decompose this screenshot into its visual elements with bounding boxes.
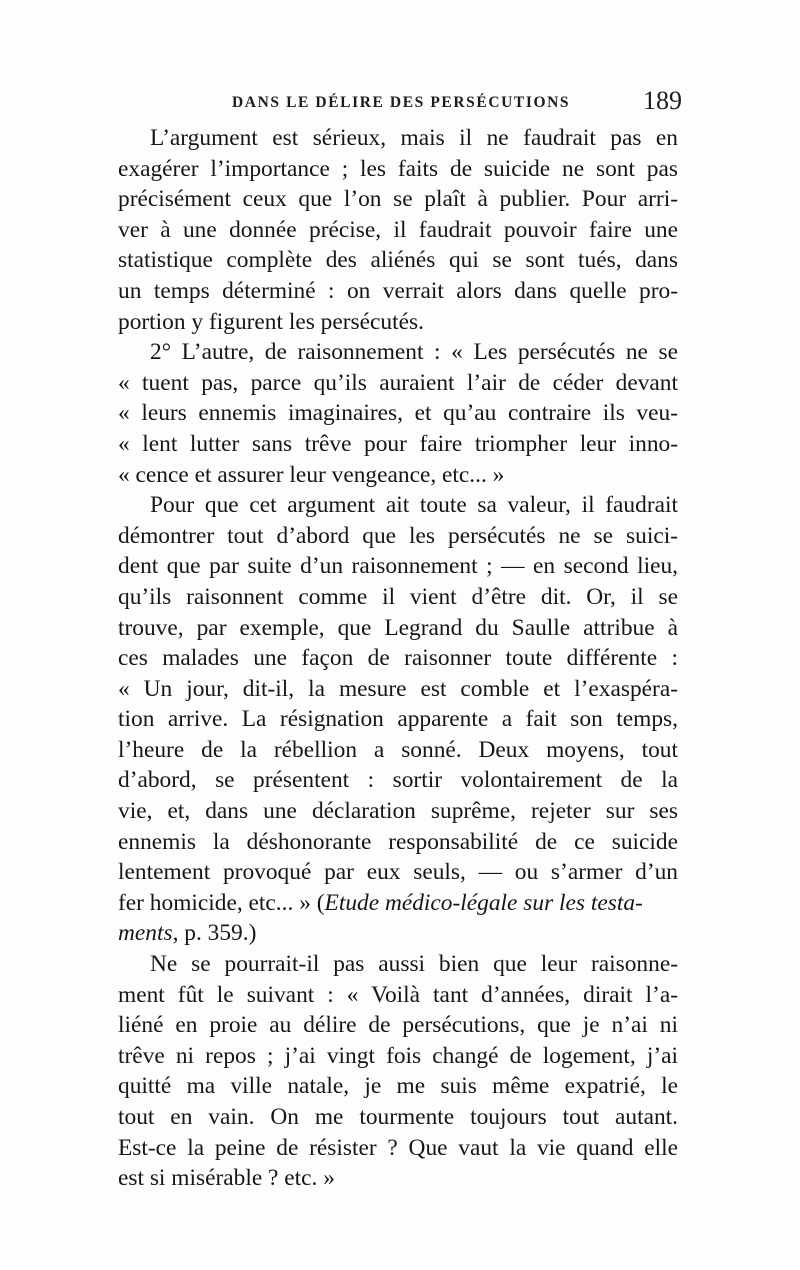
text-line: Ne se pourrait-il pas aussi bien que leur raisonne- xyxy=(150,951,678,978)
text-line: un temps déterminé : on verrait alors dans quelle pro- xyxy=(118,277,678,304)
text-line: « leurs ennemis imaginaires, et qu’au contraire ils veu- xyxy=(118,400,678,427)
text-line: démontrer tout d’abord que les persécutés ne se suici- xyxy=(118,522,678,549)
text-line: qu’ils raisonnent comme il vient d’être dit. Or, il se xyxy=(118,583,678,610)
text-line: précisément ceux que l’on se plaît à publier. Pour arri- xyxy=(118,186,678,213)
text-line: L’argument est sérieux, mais il ne faudrait pas en xyxy=(150,125,678,151)
citation-title: Etude médico-légale sur les testa- xyxy=(324,889,643,916)
text-line: vie, et, dans une déclaration suprême, rejeter sur ses xyxy=(118,798,678,825)
text-line xyxy=(118,918,678,949)
text-line: tion arrive. La résignation apparente a fait son temps, xyxy=(118,706,678,733)
page-number: 189 xyxy=(643,86,682,115)
text-line: Est-ce la peine de résister ? Que vaut la vie quand elle xyxy=(118,1134,678,1161)
text-fragment: fer homicide, etc... » ( xyxy=(118,889,325,916)
citation-page: , p. 359.) xyxy=(172,920,257,947)
text-line-with-citation xyxy=(118,888,678,919)
text-line: ces malades une façon de raisonner toute différente : xyxy=(118,645,678,672)
text-line: statistique complète des aliénés qui se sont tués, dans xyxy=(118,247,678,274)
text-line: ver à une donnée précise, il faudrait pouvoir faire une xyxy=(118,216,678,243)
text-line: « tuent pas, parce qu’ils auraient l’air de céder devant xyxy=(118,369,678,396)
text-line: d’abord, se présentent : sortir volontairement de la xyxy=(118,767,678,794)
text-line: lentement provoqué par eux seuls, — ou s’armer d’un xyxy=(118,859,678,886)
running-title: DANS LE DÉLIRE DES PERSÉCUTIONS xyxy=(232,94,571,111)
page-header xyxy=(118,86,682,122)
text-line: « lent lutter sans trêve pour faire triompher leur inno- xyxy=(118,430,678,457)
text-line: exagérer l’importance ; les faits de suicide ne sont pas xyxy=(118,155,678,182)
text-line: trouve, par exemple, que Legrand du Saulle attribue à xyxy=(118,614,678,641)
body-text xyxy=(118,123,678,1194)
text-line: quitté ma ville natale, je me suis même expatrié, le xyxy=(118,1073,678,1100)
text-line: ment fût le suivant : « Voilà tant d’années, dirait l’a- xyxy=(118,981,678,1008)
text-line: est si misérable ? etc. » xyxy=(118,1165,335,1192)
text-line: dent que par suite d’un raisonnement ; — en second lieu, xyxy=(118,553,678,580)
text-line: Pour que cet argument ait toute sa valeur, il faudrait xyxy=(150,492,678,519)
text-line: trêve ni repos ; j’ai vingt fois changé de logement, j’ai xyxy=(118,1042,678,1069)
text-line: « cence et assurer leur vengeance, etc... » xyxy=(118,461,505,488)
text-line: liéné en proie au délire de persécutions, que je n’ai ni xyxy=(118,1012,678,1039)
text-line: l’heure de la rébellion a sonné. Deux moyens, tout xyxy=(118,736,678,763)
text-line: 2° L’autre, de raisonnement : « Les persécutés ne se xyxy=(150,339,678,366)
citation-title-end: ments xyxy=(118,920,173,947)
text-line: tout en vain. On me tourmente toujours tout autant. xyxy=(118,1104,678,1130)
text-line: portion y figurent les persécutés. xyxy=(118,308,424,335)
text-line: ennemis la déshonorante responsabilité de ce suicide xyxy=(118,828,678,855)
text-line: « Un jour, dit-il, la mesure est comble et l’exaspéra- xyxy=(118,675,678,702)
